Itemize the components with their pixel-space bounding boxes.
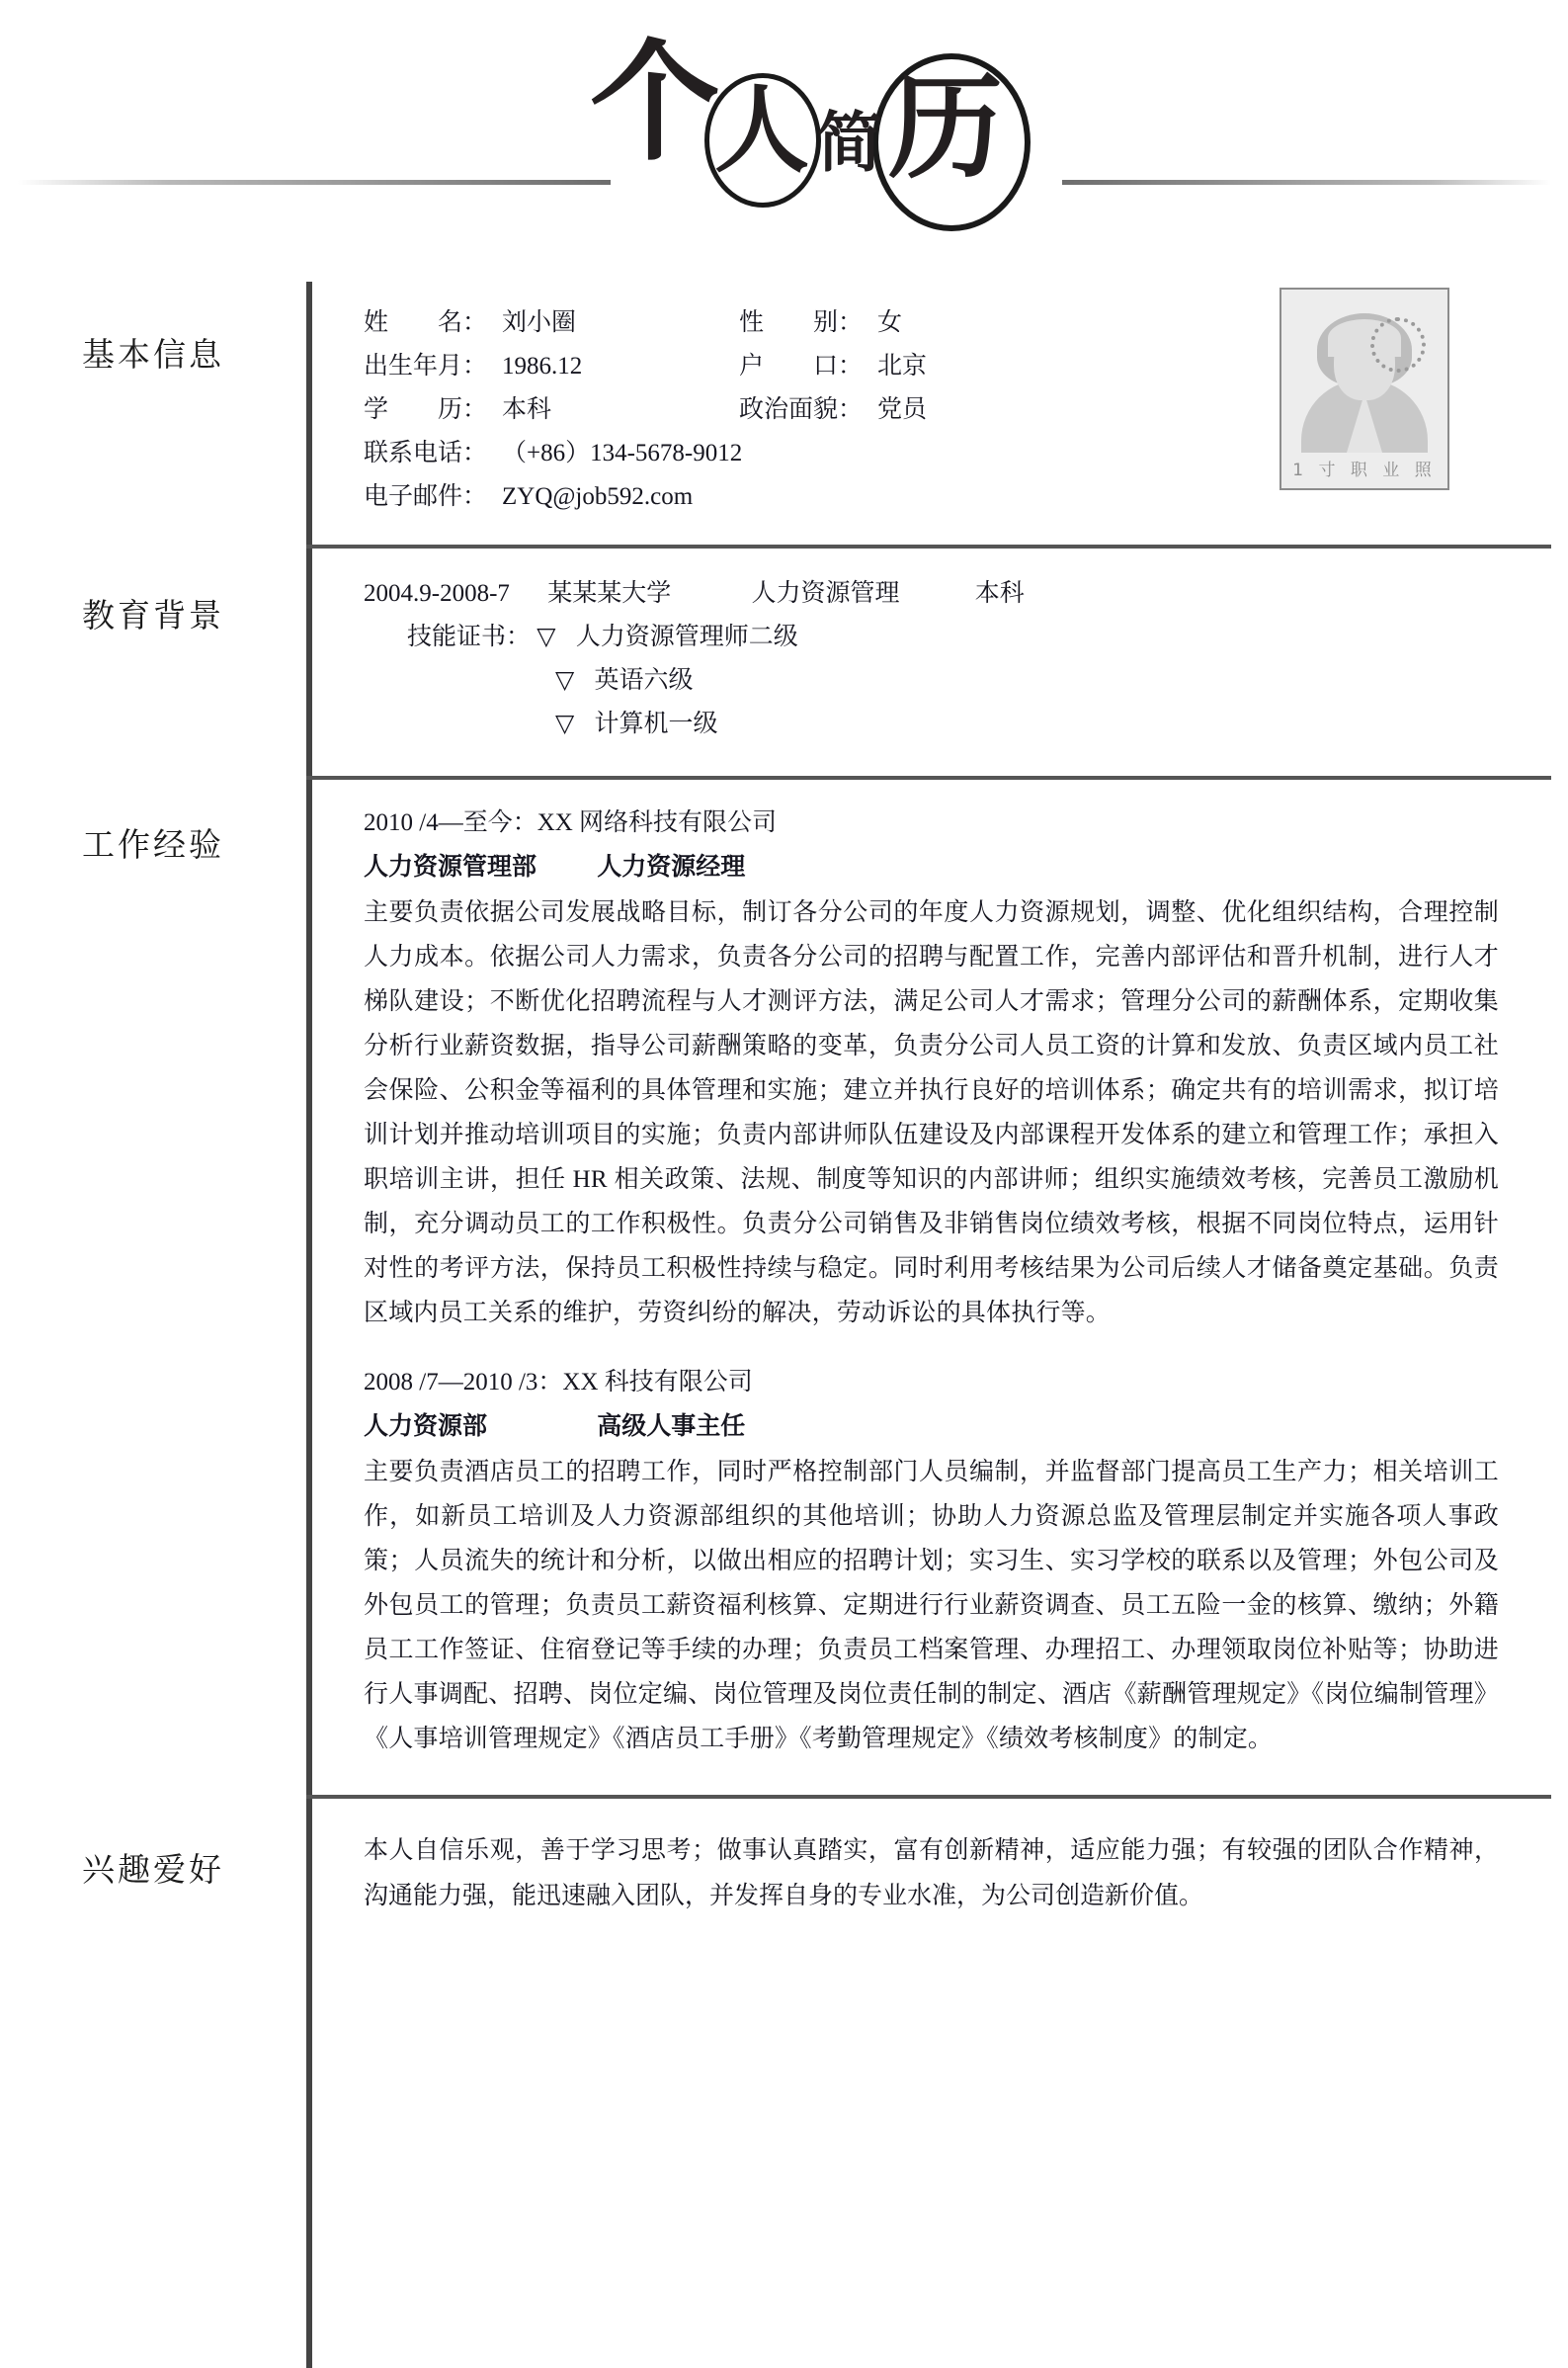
section-label-work-experience: 工作经验	[82, 828, 224, 864]
education-block	[312, 549, 1528, 776]
field-phone-label: 联系电话：	[364, 440, 488, 466]
education-school: 某某某大学	[547, 580, 672, 607]
trailing-content-col	[306, 1953, 1568, 2368]
logo-char-li: 历	[888, 61, 1003, 195]
bullet-triangle-icon: ▽	[536, 624, 556, 650]
field-email-value: ZYQ@job592.com	[502, 483, 694, 510]
field-email	[364, 475, 1114, 519]
basic-info-content-col	[306, 282, 1568, 545]
title-logo-area	[0, 0, 1568, 282]
page-trailing-area	[0, 1953, 1568, 2368]
field-gender	[739, 301, 1114, 345]
job-title-row	[364, 1404, 1499, 1450]
trailing-label-col	[0, 1953, 306, 2368]
field-birthdate	[364, 345, 739, 388]
interests-content-col	[306, 1799, 1568, 1953]
job-role: 高级人事主任	[597, 1413, 746, 1440]
logo-char-jian: 简	[817, 105, 882, 181]
field-gender-value: 女	[877, 309, 903, 336]
profile-photo-placeholder	[1279, 288, 1449, 490]
job-description: 主要负责酒店员工的招聘工作，同时严格控制部门人员编制，并监督部门提高员工生产力；相关培训工作，如新员工培训及人力资源部组织的其他培训；协助人力资源总监及管理层制定并实施各项人事政策；人员流失的统计和分析，以做出相应的招聘计划；实习生、实习学校的联系以及管理；外包公司及外包员工的管理；负责员工薪资福利核算、定期进行行业薪资调查、员工五险一金的核算、缴纳；外籍员工工作签证、住宿登记等手续的办理；负责员工档案管理、办理招工、办理领取岗位补贴等；协助进行人事调配、招聘、岗位定编、岗位管理及岗位责任制的制定、酒店《薪酬管理规定》《岗位编制管理》《人事培训管理规定》《酒店员工手册》《考勤管理规定》《绩效考核制度》的制定。	[364, 1459, 1499, 1752]
job-title-row	[364, 845, 1499, 890]
certificates-label: 技能证书：	[407, 624, 532, 650]
section-work-experience	[0, 780, 1568, 1795]
bullet-triangle-icon: ▽	[555, 711, 575, 737]
education-label-col	[0, 549, 306, 776]
section-label-education: 教育背景	[82, 599, 224, 634]
field-name-label: 姓 名：	[364, 309, 488, 336]
education-major: 人力资源管理	[751, 580, 900, 607]
logo-char-ge: 个	[590, 27, 720, 179]
header-rule-right	[1062, 180, 1551, 185]
field-birthdate-value: 1986.12	[502, 353, 583, 380]
header-rule-left	[18, 180, 611, 185]
education-entry	[364, 572, 1499, 616]
certificates-row	[364, 616, 1499, 659]
logo-char-ren: 人	[714, 75, 809, 186]
job-department: 人力资源部	[364, 1413, 488, 1440]
job-period: 2008 /7—2010 /3：XX 科技有限公司	[364, 1369, 753, 1395]
field-email-label: 电子邮件：	[364, 483, 488, 510]
field-hukou	[739, 345, 1114, 388]
section-interests	[0, 1799, 1568, 1953]
job-period: 2010 /4—至今：XX 网络科技有限公司	[364, 809, 778, 836]
education-date: 2004.9-2008-7	[364, 580, 510, 607]
field-birthdate-label: 出生年月：	[364, 353, 488, 380]
work-label-col	[0, 780, 306, 1795]
job-entry	[364, 802, 1499, 1335]
certificates-row	[364, 703, 1499, 746]
education-content-col	[306, 549, 1568, 776]
section-basic-info	[0, 282, 1568, 545]
certificate-item: 英语六级	[594, 667, 694, 694]
title-logo	[588, 28, 1013, 211]
field-education-level-label: 学 历：	[364, 396, 488, 423]
work-block	[312, 780, 1528, 1795]
certificate-item: 计算机一级	[594, 711, 718, 737]
section-label-basic-info: 基本信息	[82, 338, 224, 374]
work-content-col	[306, 780, 1568, 1795]
field-hukou-label: 户 口：	[739, 353, 864, 380]
profile-photo-graphic	[1281, 290, 1447, 488]
job-entry	[364, 1361, 1499, 1761]
field-education-level-value: 本科	[502, 396, 552, 423]
photo-decoration-dots-icon	[1370, 317, 1426, 373]
field-gender-label: 性 别：	[739, 309, 864, 336]
field-phone	[364, 432, 1114, 475]
job-description: 主要负责依据公司发展战略目标，制订各分公司的年度人力资源规划，调整、优化组织结构，合理控制人力成本。依据公司人力需求，负责各分公司的招聘与配置工作，完善内部评估和晋升机制，进行人才梯队建设；不断优化招聘流程与人才测评方法，满足公司人才需求；管理分公司的薪酬体系，定期收集分析行业薪资数据，指导公司薪酬策略的变革，负责分公司人员工资的计算和发放、负责区域内员工社会保险、公积金等福利的具体管理和实施；建立并执行良好的培训体系；确定共有的培训需求，拟订培训计划并推动培训项目的实施；负责内部讲师队伍建设及内部课程开发体系的建立和管理工作；承担入职培训主讲，担任 HR 相关政策、法规、制度等知识的内部讲师；组织实施绩效考核，完善员工激励机制，充分调动员工的工作积极性。负责分公司销售及非销售岗位绩效考核，根据不同岗位特点，运用针对性的考评方法，保持员工积极性持续与稳定。同时利用考核结果为公司后续人才储备奠定基础。负责区域内员工关系的维护，劳资纠纷的解决，劳动诉讼的具体执行等。	[364, 899, 1499, 1326]
section-education	[0, 549, 1568, 776]
basic-info-label-col	[0, 282, 306, 545]
field-political-status	[739, 388, 1114, 432]
field-phone-value: （+86）134-5678-9012	[502, 440, 743, 466]
field-political-status-value: 党员	[877, 396, 928, 423]
field-hukou-value: 北京	[877, 353, 928, 380]
job-department: 人力资源管理部	[364, 854, 537, 881]
field-education-level	[364, 388, 739, 432]
field-political-status-label: 政治面貌：	[739, 396, 864, 423]
field-name-value: 刘小圈	[502, 309, 577, 336]
interests-text: 本人自信乐观，善于学习思考；做事认真踏实，富有创新精神，适应能力强；有较强的团队合作精神，沟通能力强，能迅速融入团队，并发挥自身的专业水准，为公司创造新价值。	[364, 1837, 1499, 1909]
interests-label-col	[0, 1799, 306, 1953]
section-label-interests: 兴趣爱好	[82, 1853, 224, 1889]
basic-info-grid	[312, 282, 1528, 545]
resume-header	[0, 0, 1568, 282]
profile-photo-caption: 1 寸 职 业 照	[1292, 461, 1437, 480]
field-name	[364, 301, 739, 345]
job-role: 人力资源经理	[597, 854, 746, 881]
education-degree: 本科	[974, 580, 1025, 607]
certificates-row	[364, 659, 1499, 703]
certificate-item: 人力资源管理师二级	[575, 624, 798, 650]
bullet-triangle-icon: ▽	[555, 667, 575, 694]
